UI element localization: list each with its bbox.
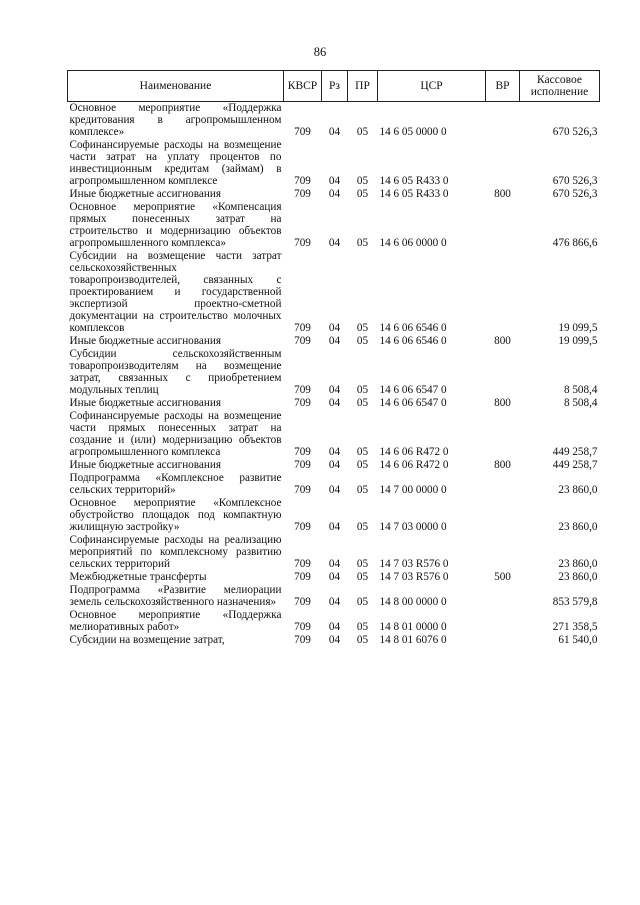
cell-vr — [486, 634, 520, 647]
cell-amount: 271 358,5 — [552, 621, 598, 633]
cell-pr: 05 — [356, 634, 369, 646]
cell-rz: 04 — [328, 558, 341, 570]
cell-vr: 800 — [494, 188, 511, 200]
cell-amount: 23 860,0 — [558, 558, 598, 570]
cell-vr: 800 — [494, 459, 511, 471]
cell-pr: 05 — [356, 397, 369, 409]
cell-name: Подпрограмма «Комплексное развитие сельских территорий» — [69, 472, 282, 496]
cell-pr: 05 — [356, 384, 369, 396]
cell-kvsr: 709 — [294, 384, 311, 396]
cell-rz: 04 — [328, 335, 341, 347]
cell-amount: 670 526,3 — [552, 126, 598, 138]
cell-name: Субсидии сельскохозяйственным товаропроизводителям на возмещение затрат, связанных с приобретением модульных теплиц — [69, 348, 282, 396]
cell-csr: 14 6 06 6546 0 — [379, 335, 447, 347]
table-row — [68, 459, 600, 472]
cell-amount: 853 579,8 — [552, 596, 598, 608]
cell-kvsr: 709 — [294, 571, 311, 583]
cell-vr: 500 — [494, 571, 511, 583]
cell-rz: 04 — [328, 459, 341, 471]
cell-vr — [486, 201, 520, 250]
cell-name: Субсидии на возмещение части затрат сельскохозяйственных товаропроизводителей, связанных с проектированием и государственной экспертизой проектно-сметной документации на строительство молочных комплексов — [69, 250, 282, 334]
cell-vr — [486, 348, 520, 397]
cell-amount: 670 526,3 — [552, 188, 598, 200]
cell-amount: 19 099,5 — [558, 335, 598, 347]
header-amount-line1: Кассовое — [537, 74, 582, 86]
cell-amount: 19 099,5 — [558, 322, 598, 334]
cell-csr: 14 6 05 R433 0 — [379, 188, 449, 200]
cell-pr: 05 — [356, 459, 369, 471]
cell-kvsr: 709 — [294, 335, 311, 347]
cell-csr: 14 6 05 R433 0 — [379, 175, 449, 187]
cell-kvsr: 709 — [294, 484, 311, 496]
header-csr: ЦСР — [378, 71, 486, 102]
cell-rz: 04 — [328, 596, 341, 608]
cell-name: Основное мероприятие «Поддержка мелиоративных работ» — [69, 609, 282, 633]
cell-name: Иные бюджетные ассигнования — [69, 397, 221, 409]
cell-pr: 05 — [356, 335, 369, 347]
cell-csr: 14 6 06 R472 0 — [379, 446, 449, 458]
cell-csr: 14 6 06 R472 0 — [379, 459, 449, 471]
cell-pr: 05 — [356, 322, 369, 334]
cell-pr: 05 — [356, 596, 369, 608]
cell-pr: 05 — [356, 521, 369, 533]
cell-kvsr: 709 — [294, 596, 311, 608]
table-row — [68, 348, 600, 397]
cell-rz: 04 — [328, 188, 341, 200]
cell-rz: 04 — [328, 384, 341, 396]
cell-name: Софинансируемые расходы на возмещение части прямых понесенных затрат на создание и (или) модернизацию объектов агропромышленного комплекса — [69, 410, 282, 458]
cell-kvsr: 709 — [294, 621, 311, 633]
cell-csr: 14 8 01 6076 0 — [379, 634, 447, 646]
header-pr: ПР — [348, 71, 378, 102]
cell-name: Софинансируемые расходы на возмещение части затрат на уплату процентов по инвестиционным кредитам (займам) в агропромышленном комплексе — [69, 139, 282, 187]
cell-csr: 14 6 06 6547 0 — [379, 397, 447, 409]
table-row — [68, 497, 600, 534]
cell-amount: 23 860,0 — [558, 571, 598, 583]
cell-kvsr: 709 — [294, 446, 311, 458]
cell-amount: 61 540,0 — [558, 634, 598, 646]
table-row — [68, 609, 600, 634]
table-row — [68, 584, 600, 609]
cell-pr: 05 — [356, 571, 369, 583]
cell-kvsr: 709 — [294, 175, 311, 187]
cell-name: Софинансируемые расходы на реализацию мероприятий по комплексному развитию сельских территорий — [69, 534, 282, 570]
table-row — [68, 335, 600, 348]
cell-amount: 8 508,4 — [563, 397, 598, 409]
cell-vr — [486, 497, 520, 534]
cell-name: Иные бюджетные ассигнования — [69, 459, 221, 471]
budget-table — [67, 70, 600, 647]
cell-csr: 14 8 01 0000 0 — [379, 621, 447, 633]
table-row — [68, 102, 600, 140]
cell-rz: 04 — [328, 237, 341, 249]
cell-pr: 05 — [356, 446, 369, 458]
cell-pr: 05 — [356, 126, 369, 138]
cell-rz: 04 — [328, 446, 341, 458]
cell-amount: 23 860,0 — [558, 521, 598, 533]
cell-csr: 14 6 06 6546 0 — [379, 322, 447, 334]
cell-rz: 04 — [328, 621, 341, 633]
cell-csr: 14 6 06 0000 0 — [379, 237, 447, 249]
cell-amount: 670 526,3 — [552, 175, 598, 187]
table-row — [68, 250, 600, 335]
cell-name: Иные бюджетные ассигнования — [69, 188, 221, 200]
cell-name: Подпрограмма «Развитие мелиорации земель сельскохозяйственного назначения» — [69, 584, 282, 608]
cell-kvsr: 709 — [294, 397, 311, 409]
table-row — [68, 534, 600, 571]
table-row — [68, 139, 600, 188]
table-row — [68, 472, 600, 497]
cell-name: Иные бюджетные ассигнования — [69, 335, 221, 347]
cell-csr: 14 8 00 0000 0 — [379, 596, 447, 608]
cell-rz: 04 — [328, 484, 341, 496]
cell-name: Основное мероприятие «Комплексное обустройство площадок под компактную жилищную застройку» — [69, 497, 282, 533]
cell-vr — [486, 102, 520, 140]
cell-amount: 23 860,0 — [558, 484, 598, 496]
cell-vr: 800 — [494, 397, 511, 409]
header-amount-line2: исполнение — [530, 86, 589, 98]
cell-csr: 14 7 03 R576 0 — [379, 571, 449, 583]
header-amount — [520, 71, 600, 102]
table-row — [68, 201, 600, 250]
cell-rz: 04 — [328, 571, 341, 583]
cell-csr: 14 7 03 R576 0 — [379, 558, 449, 570]
cell-vr — [486, 139, 520, 188]
cell-name: Межбюджетные трансферты — [69, 571, 207, 583]
table-row — [68, 410, 600, 459]
table-row — [68, 188, 600, 201]
cell-pr: 05 — [356, 188, 369, 200]
header-kvsr: КВСР — [284, 71, 322, 102]
table-header-row — [68, 71, 600, 102]
cell-vr — [486, 250, 520, 335]
cell-csr: 14 6 05 0000 0 — [379, 126, 447, 138]
cell-kvsr: 709 — [294, 126, 311, 138]
cell-rz: 04 — [328, 175, 341, 187]
cell-kvsr: 709 — [294, 634, 311, 646]
cell-name: Основное мероприятие «Компенсация прямых понесенных затрат на строительство и модернизацию объектов агропромышленного комплекса» — [69, 201, 282, 249]
table-row — [68, 397, 600, 410]
cell-amount: 8 508,4 — [563, 384, 598, 396]
cell-vr — [486, 534, 520, 571]
cell-kvsr: 709 — [294, 322, 311, 334]
cell-kvsr: 709 — [294, 459, 311, 471]
table-row — [68, 634, 600, 647]
cell-pr: 05 — [356, 484, 369, 496]
cell-pr: 05 — [356, 237, 369, 249]
cell-csr: 14 6 06 6547 0 — [379, 384, 447, 396]
cell-rz: 04 — [328, 521, 341, 533]
cell-vr — [486, 609, 520, 634]
cell-name: Основное мероприятие «Поддержка кредитования в агропромышленном комплексе» — [69, 102, 282, 138]
cell-name: Субсидии на возмещение затрат, — [69, 634, 225, 646]
cell-amount: 449 258,7 — [552, 459, 598, 471]
cell-vr — [486, 584, 520, 609]
cell-kvsr: 709 — [294, 188, 311, 200]
cell-rz: 04 — [328, 634, 341, 646]
cell-csr: 14 7 03 0000 0 — [379, 521, 447, 533]
page-number: 86 — [313, 45, 327, 59]
cell-rz: 04 — [328, 126, 341, 138]
cell-pr: 05 — [356, 558, 369, 570]
cell-csr: 14 7 00 0000 0 — [379, 484, 447, 496]
cell-pr: 05 — [356, 621, 369, 633]
cell-rz: 04 — [328, 322, 341, 334]
cell-vr — [486, 410, 520, 459]
cell-kvsr: 709 — [294, 558, 311, 570]
cell-amount: 449 258,7 — [552, 446, 598, 458]
cell-pr: 05 — [356, 175, 369, 187]
cell-vr — [486, 472, 520, 497]
cell-kvsr: 709 — [294, 237, 311, 249]
cell-kvsr: 709 — [294, 521, 311, 533]
header-vr: ВР — [486, 71, 520, 102]
cell-vr: 800 — [494, 335, 511, 347]
header-name: Наименование — [68, 71, 284, 102]
cell-amount: 476 866,6 — [552, 237, 598, 249]
header-rz: Рз — [322, 71, 348, 102]
cell-rz: 04 — [328, 397, 341, 409]
table-row — [68, 571, 600, 584]
